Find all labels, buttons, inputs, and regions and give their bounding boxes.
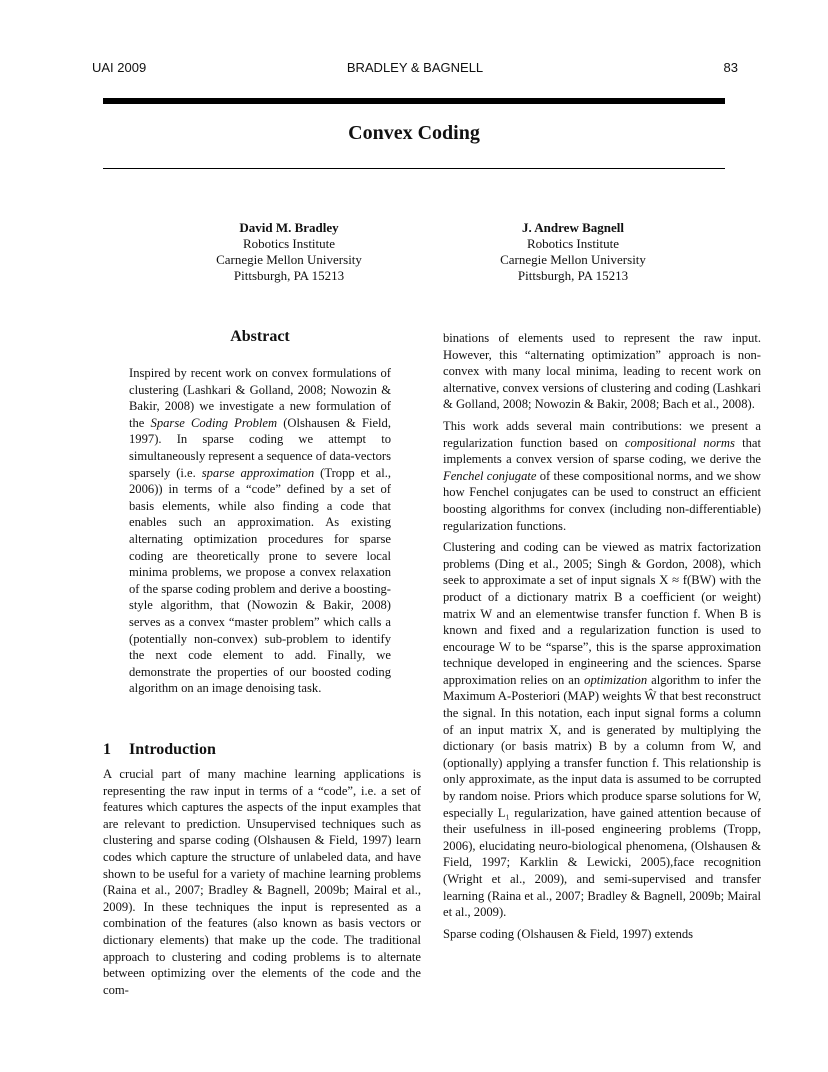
- introduction-paragraph: A crucial part of many machine learning applications is representing the raw input in terms of a “code”, i.e. a set of features which captures the aspects of the input examples that are relevant to prediction. Unsupervised techniques such as clustering and sparse coding (Olshausen & Field, 1997) learn codes which capture the structure of unlabeled data, and have shown to be useful for a variety of machine learning problems (Raina et al., 2007; Bradley & Bagnell, 2009b; Mairal et al., 2009). In these techniques the input is represented as a combination of the features (also known as basis vectors or dictionary elements) that make up the code. The traditional approach to clustering and coding problems is to alternate between optimizing over the elements of the code and the com-: [103, 767, 421, 997]
- author-university: Carnegie Mellon University: [500, 252, 646, 267]
- running-authors: BRADLEY & BAGNELL: [346, 60, 484, 75]
- section-number: 1: [103, 741, 111, 758]
- body-paragraph: [443, 539, 761, 921]
- body-emphasis: Fenchel conjugate: [443, 468, 537, 483]
- running-head: [92, 60, 738, 78]
- venue-label: UAI 2009: [92, 60, 147, 75]
- author-location: Pittsburgh, PA 15213: [517, 268, 629, 283]
- page-number: 83: [723, 60, 738, 75]
- body-text-part: Clustering and coding can be viewed as matrix factorization problems (Ding et al., 2005; Singh & Gordon, 2008), which seek to approximate a set of input signals X ≈ f(BW) with the product of a dictionary matrix B a coefficient (or weight) matrix W and an elementwise transfer function f. When B is known and fixed and a regularization function is used to encourage W to be “sparse”, this is the sparse approximation technique developed in engineering and the sciences. Sparse approximation relies on an: [443, 540, 761, 687]
- body-emphasis: compositional norms: [624, 435, 735, 450]
- body-text-part: of these compositional norms, and we show how Fenchel conjugates can be used to construct an efficient boosting algorithms for convex (including non-differentiable) regularization functions.: [443, 468, 761, 533]
- abstract-text-part: (Olshausen & Field, 1997). In sparse coding we attempt to simultaneously represent a sequence of data-vectors sparsely (i.e.: [129, 415, 391, 480]
- title-rule-bottom: [103, 168, 725, 169]
- body-emphasis: optimization: [584, 672, 648, 687]
- author-block-2: [453, 220, 693, 284]
- section-heading-introduction: [103, 741, 423, 759]
- author-university: Carnegie Mellon University: [216, 252, 362, 267]
- section-title: Introduction: [129, 741, 216, 758]
- body-text-part: This work adds several main contributions: we present a regularization function based on: [443, 418, 761, 450]
- body-text-part: algorithm to infer the Maximum A-Posteriori (MAP) weights Ŵ that best reconstruct the signal. In this notation, each input signal forms a column of an input matrix X, and is generated by multiplying the dictionary (or basis matrix) B by a column from W, and (optionally) applying a transfer function f. This relationship is only approximate, as the input data is assumed to be corrupted by random noise. Priors which produce sparse solutions for W, especially L₁ regularization, have gained attention because of their usefulness in ill-posed engineering problems (Tropp, 2006), elucidating neuro-biological phenomena, (Olshausen & Field, 1997; Karklin & Lewicki, 2005),face recognition (Wright et al., 2009), and semi-supervised and transfer learning (Raina et al., 2007; Bradley & Bagnell, 2009b; Mairal et al., 2009).: [443, 672, 762, 920]
- author-institute: Robotics Institute: [526, 236, 620, 251]
- abstract-emphasis: Sparse Coding Problem: [150, 415, 278, 430]
- body-paragraph: Sparse coding (Olshausen & Field, 1997) extends: [443, 926, 694, 941]
- abstract-emphasis: sparse approximation: [201, 465, 315, 480]
- abstract-text-part: Inspired by recent work on convex formulations of clustering (Lashkari & Golland, 2008; Nowozin & Bakir, 2008) we investigate a new formulation of the: [129, 366, 391, 430]
- author-block-1: [169, 220, 409, 284]
- author-name: J. Andrew Bagnell: [522, 220, 624, 235]
- abstract-text-part: (Tropp et al., 2006)) in terms of a “code” defined by a set of basis elements, while also finding a code that enables such an approximation. As existing alternating optimization procedures for sparse coding are theoretically prone to severe local minima problems, we propose a convex relaxation of the sparse coding problem and derive a boosting-style algorithm, that (Nowozin & Bakir, 2008) serves as a convex “master problem” which calls a (potentially non-convex) sub-problem to identify the next code element to add. Finally, we demonstrate the properties of our boosted coding algorithm on an image denoising task.: [129, 465, 391, 696]
- author-location: Pittsburgh, PA 15213: [233, 268, 345, 283]
- title-rule-top: [103, 98, 725, 104]
- abstract-heading: Abstract: [230, 328, 290, 345]
- paper-title: Convex Coding: [348, 122, 480, 144]
- abstract-text: [129, 365, 391, 697]
- body-paragraph: binations of elements used to represent the raw input. However, this “alternating optimization” approach is non-convex with many local minima, leading to recent work on alternative, convex versions of clustering and coding (Lashkari & Golland, 2008; Nowozin & Bakir, 2008; Bach et al., 2008).: [443, 331, 761, 412]
- author-institute: Robotics Institute: [242, 236, 336, 251]
- body-text-part: that implements a convex version of sparse coding, we derive the: [443, 435, 761, 467]
- right-column: [443, 330, 761, 947]
- author-name: David M. Bradley: [239, 220, 339, 235]
- body-paragraph: [443, 418, 761, 534]
